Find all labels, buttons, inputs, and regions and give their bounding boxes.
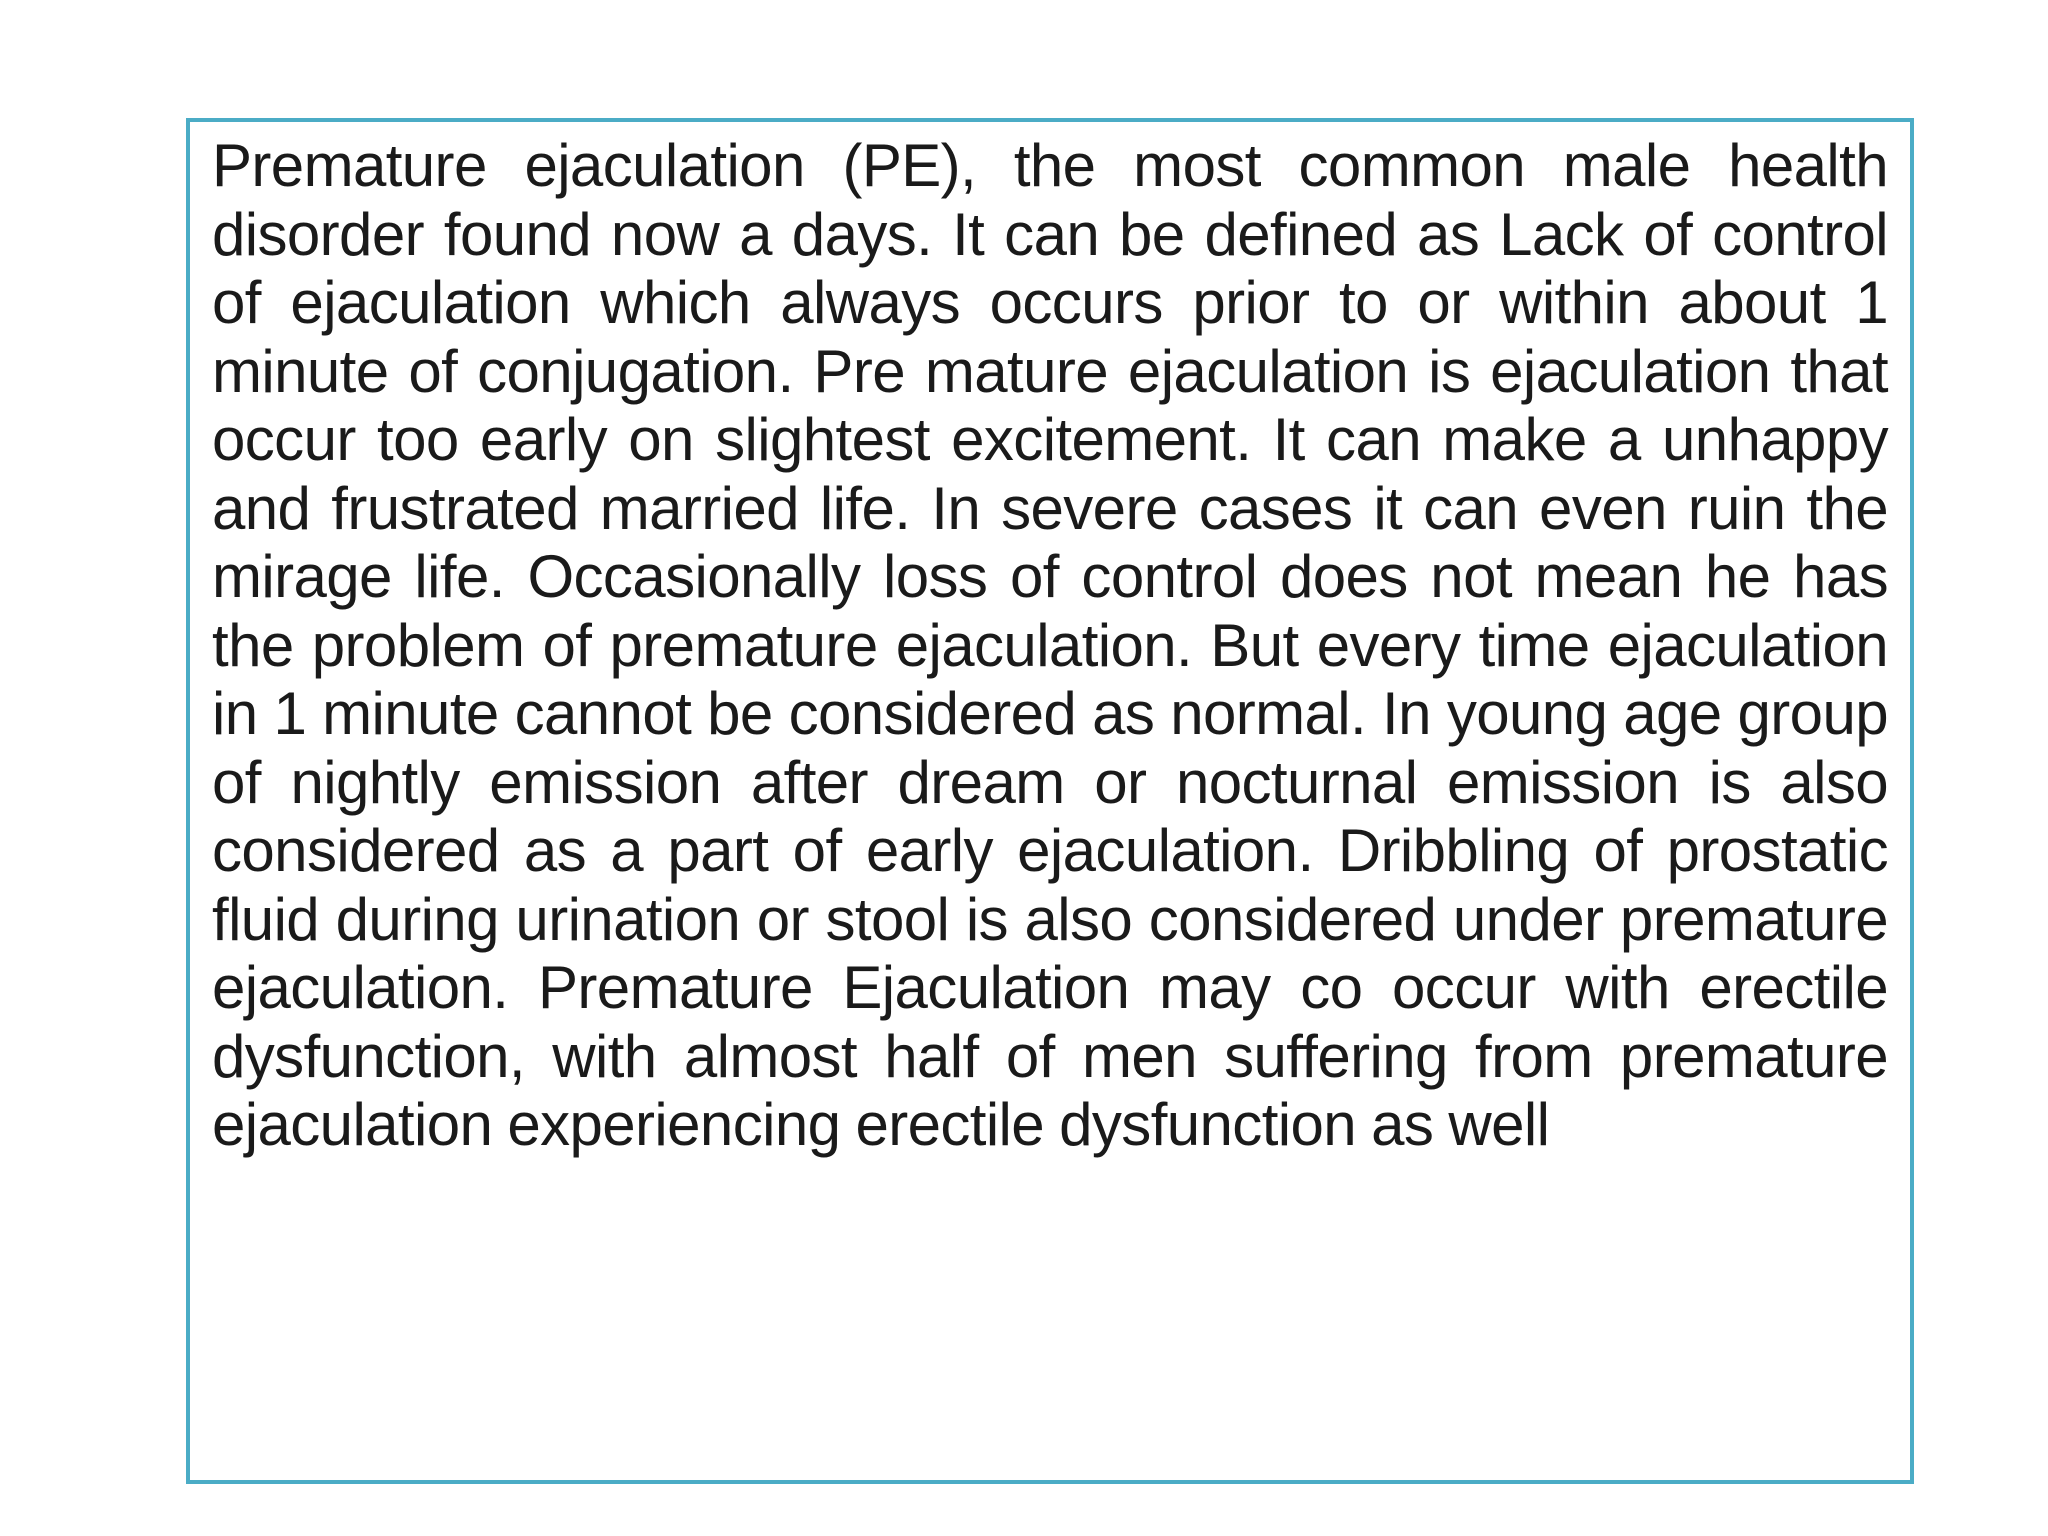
body-paragraph: Premature ejaculation (PE), the most common male health disorder found now a days. It can be defined as Lack of control of ejaculation which always occurs prior to or within about 1 minute of conjugation. Pre mature ejaculation is ejaculation that occur too early on slightest excitement. It can make a unhappy and frustrated married life. In severe cases it can even ruin the mirage life. Occasionally loss of control does not mean he has the problem of premature ejaculation. But every time ejaculation in 1 minute cannot be considered as normal. In young age group of nightly emission after dream or nocturnal emission is also considered as a part of early ejaculation. Dribbling of prostatic fluid during urination or stool is also considered under premature ejaculation. Premature Ejaculation may co occur with erectile dysfunction, with almost half of men suffering from premature ejaculation experiencing erectile dysfunction as well	[212, 132, 1888, 1158]
text-box	[186, 118, 1914, 1484]
